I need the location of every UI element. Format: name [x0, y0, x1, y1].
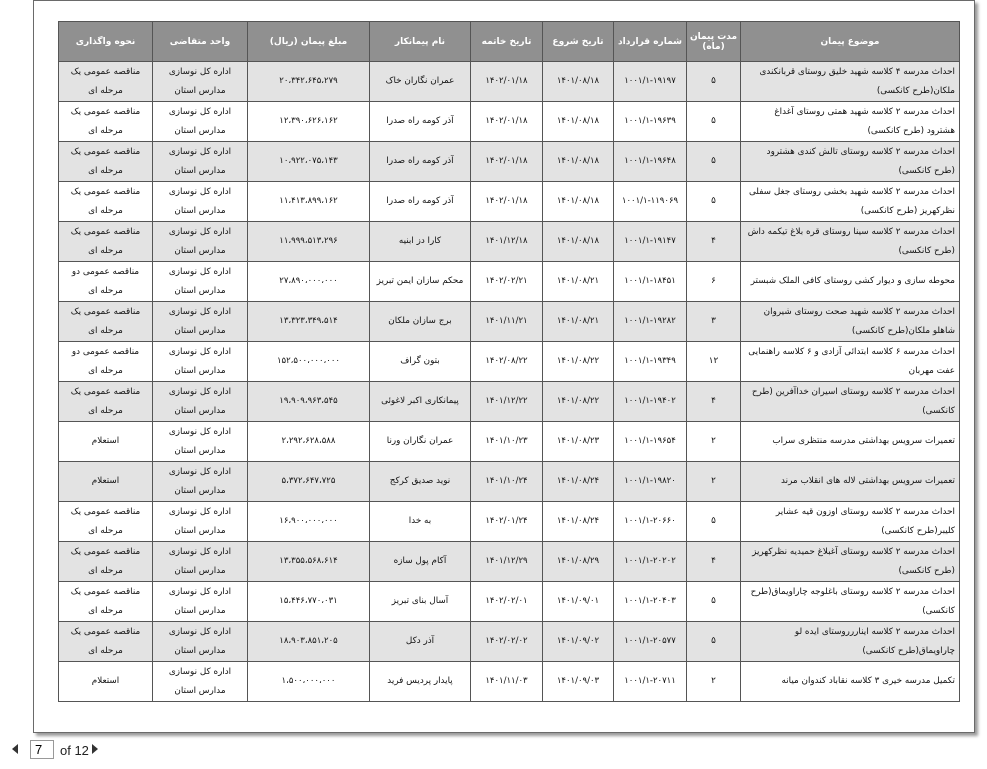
cell-unit: اداره کل نوسازی مدارس استان — [153, 182, 248, 222]
cell-method: مناقصه عمومی یک مرحله ای — [59, 382, 153, 422]
cell-contract-no: ۱۰۰۱/۱-۱۹۱۹۷ — [614, 62, 687, 102]
cell-unit: اداره کل نوسازی مدارس استان — [153, 462, 248, 502]
cell-contractor: پیمانکاری اکبر لاغوئی — [370, 382, 471, 422]
cell-end-date: ۱۴۰۱/۱۱/۲۱ — [471, 302, 543, 342]
table-row — [59, 382, 960, 422]
cell-unit: اداره کل نوسازی مدارس استان — [153, 342, 248, 382]
cell-method: مناقصه عمومی دو مرحله ای — [59, 342, 153, 382]
table-row — [59, 342, 960, 382]
cell-start-date: ۱۴۰۱/۰۸/۱۸ — [543, 142, 614, 182]
cell-unit: اداره کل نوسازی مدارس استان — [153, 422, 248, 462]
cell-amount: ۱۳،۳۵۵،۵۶۸،۶۱۴ — [248, 542, 370, 582]
cell-amount: ۱۱،۹۹۹،۵۱۳،۲۹۶ — [248, 222, 370, 262]
cell-method: مناقصه عمومی یک مرحله ای — [59, 622, 153, 662]
table-row — [59, 222, 960, 262]
cell-contract-no: ۱۰۰۱/۱-۱۹۳۴۹ — [614, 342, 687, 382]
cell-subject: محوطه سازی و دیوار کشی روستای کافی الملک شبستر — [741, 262, 960, 302]
document-page — [33, 0, 975, 733]
cell-duration: ۱۲ — [687, 342, 741, 382]
cell-subject: احداث مدرسه ۲ کلاسه شهید همتی روستای آغداغ هشترود (طرح کانکسی) — [741, 102, 960, 142]
cell-duration: ۴ — [687, 382, 741, 422]
cell-end-date: ۱۴۰۲/۰۱/۱۸ — [471, 182, 543, 222]
cell-contractor: آذر کومه راه صدرا — [370, 142, 471, 182]
header-unit: واحد متقاضی — [153, 22, 248, 62]
header-end-date: تاریخ خاتمه — [471, 22, 543, 62]
cell-contract-no: ۱۰۰۱/۱-۱۹۶۵۴ — [614, 422, 687, 462]
previous-page-icon[interactable] — [12, 744, 18, 754]
cell-unit: اداره کل نوسازی مدارس استان — [153, 62, 248, 102]
cell-contractor: عمران نگاران ورنا — [370, 422, 471, 462]
cell-contract-no: ۱۰۰۱/۱-۲۰۲۰۲ — [614, 542, 687, 582]
cell-subject: احداث مدرسه ۶ کلاسه ابتدائی آزادی و ۶ کلاسه راهنمایی عفت مهربان — [741, 342, 960, 382]
cell-end-date: ۱۴۰۲/۰۲/۰۱ — [471, 582, 543, 622]
table-row — [59, 622, 960, 662]
cell-contract-no: ۱۰۰۱/۱-۱۹۲۸۲ — [614, 302, 687, 342]
cell-start-date: ۱۴۰۱/۰۸/۲۱ — [543, 302, 614, 342]
cell-start-date: ۱۴۰۱/۰۸/۲۲ — [543, 342, 614, 382]
cell-unit: اداره کل نوسازی مدارس استان — [153, 302, 248, 342]
page-navigator — [0, 739, 200, 767]
cell-duration: ۳ — [687, 302, 741, 342]
header-start-date: تاریخ شروع — [543, 22, 614, 62]
cell-method: مناقصه عمومی یک مرحله ای — [59, 582, 153, 622]
cell-unit: اداره کل نوسازی مدارس استان — [153, 222, 248, 262]
cell-end-date: ۱۴۰۲/۰۸/۲۲ — [471, 342, 543, 382]
cell-method: مناقصه عمومی یک مرحله ای — [59, 302, 153, 342]
cell-contract-no: ۱۰۰۱/۱-۲۰۶۶۰ — [614, 502, 687, 542]
cell-end-date: ۱۴۰۲/۰۱/۱۸ — [471, 142, 543, 182]
cell-amount: ۱۳،۳۲۳،۳۴۹،۵۱۴ — [248, 302, 370, 342]
cell-contract-no: ۱۰۰۱/۱-۲۰۵۷۷ — [614, 622, 687, 662]
table-row — [59, 142, 960, 182]
cell-amount: ۱،۵۰۰،۰۰۰،۰۰۰ — [248, 662, 370, 702]
cell-method: مناقصه عمومی یک مرحله ای — [59, 62, 153, 102]
cell-subject: احداث مدرسه ۲ کلاسه شهید بخشی روستای جغل سفلی نظرکهریز (طرح کانکسی) — [741, 182, 960, 222]
cell-contractor: آذر دکل — [370, 622, 471, 662]
cell-subject: تعمیرات سرویس بهداشتی لاله های انقلاب مرند — [741, 462, 960, 502]
cell-method: مناقصه عمومی یک مرحله ای — [59, 542, 153, 582]
next-page-icon[interactable] — [92, 744, 98, 754]
cell-contractor: آسال بنای تبریز — [370, 582, 471, 622]
cell-duration: ۵ — [687, 622, 741, 662]
cell-amount: ۲۰،۳۴۲،۶۴۵،۲۷۹ — [248, 62, 370, 102]
page-number-input[interactable] — [30, 740, 54, 759]
cell-end-date: ۱۴۰۱/۱۲/۱۸ — [471, 222, 543, 262]
cell-contractor: آکام پول سازه — [370, 542, 471, 582]
cell-contractor: به خدا — [370, 502, 471, 542]
cell-method: مناقصه عمومی یک مرحله ای — [59, 502, 153, 542]
cell-subject: احداث مدرسه ۴ کلاسه شهید خلیق روستای قربانکندی ملکان(طرح کانکسی) — [741, 62, 960, 102]
cell-unit: اداره کل نوسازی مدارس استان — [153, 382, 248, 422]
cell-method: استعلام — [59, 662, 153, 702]
cell-duration: ۴ — [687, 222, 741, 262]
cell-start-date: ۱۴۰۱/۰۹/۰۱ — [543, 582, 614, 622]
cell-contractor: برج سازان ملکان — [370, 302, 471, 342]
cell-end-date: ۱۴۰۲/۰۱/۲۴ — [471, 502, 543, 542]
cell-method: استعلام — [59, 462, 153, 502]
cell-subject: احداث مدرسه ۲ کلاسه روستای آغبلاغ حمیدیه نظرکهریز (طرح کانکسی) — [741, 542, 960, 582]
cell-duration: ۲ — [687, 462, 741, 502]
cell-start-date: ۱۴۰۱/۰۸/۲۴ — [543, 462, 614, 502]
table-row — [59, 422, 960, 462]
table-row — [59, 302, 960, 342]
cell-start-date: ۱۴۰۱/۰۸/۲۹ — [543, 542, 614, 582]
cell-duration: ۴ — [687, 542, 741, 582]
table-row — [59, 582, 960, 622]
cell-start-date: ۱۴۰۱/۰۸/۲۳ — [543, 422, 614, 462]
header-amount: مبلغ پیمان (ریال) — [248, 22, 370, 62]
table-row — [59, 502, 960, 542]
cell-end-date: ۱۴۰۱/۱۲/۲۲ — [471, 382, 543, 422]
header-contract-no: شماره قرارداد — [614, 22, 687, 62]
cell-unit: اداره کل نوسازی مدارس استان — [153, 662, 248, 702]
cell-start-date: ۱۴۰۱/۰۸/۱۸ — [543, 182, 614, 222]
cell-method: استعلام — [59, 422, 153, 462]
cell-end-date: ۱۴۰۲/۰۱/۱۸ — [471, 62, 543, 102]
cell-start-date: ۱۴۰۱/۰۸/۱۸ — [543, 62, 614, 102]
cell-contract-no: ۱۰۰۱/۱-۱۹۴۰۲ — [614, 382, 687, 422]
table-header-row — [59, 22, 960, 62]
cell-end-date: ۱۴۰۲/۰۲/۲۱ — [471, 262, 543, 302]
cell-amount: ۲۷،۸۹۰،۰۰۰،۰۰۰ — [248, 262, 370, 302]
cell-start-date: ۱۴۰۱/۰۸/۱۸ — [543, 222, 614, 262]
cell-contract-no: ۱۰۰۱/۱-۱۸۴۵۱ — [614, 262, 687, 302]
cell-start-date: ۱۴۰۱/۰۹/۰۳ — [543, 662, 614, 702]
table-row — [59, 462, 960, 502]
cell-end-date: ۱۴۰۱/۱۰/۲۴ — [471, 462, 543, 502]
cell-method: مناقصه عمومی یک مرحله ای — [59, 102, 153, 142]
cell-contract-no: ۱۰۰۱/۱-۱۹۸۲۰ — [614, 462, 687, 502]
cell-duration: ۲ — [687, 422, 741, 462]
cell-contractor: بتون گراف — [370, 342, 471, 382]
cell-contractor: نوید صدیق کرکج — [370, 462, 471, 502]
cell-duration: ۲ — [687, 662, 741, 702]
cell-contract-no: ۱۰۰۱/۱-۱۹۶۴۸ — [614, 142, 687, 182]
cell-subject: تکمیل مدرسه خیری ۳ کلاسه نقاباد کندوان میانه — [741, 662, 960, 702]
cell-end-date: ۱۴۰۱/۱۱/۰۳ — [471, 662, 543, 702]
cell-unit: اداره کل نوسازی مدارس استان — [153, 582, 248, 622]
cell-contract-no: ۱۰۰۱/۱-۱۹۶۳۹ — [614, 102, 687, 142]
cell-amount: ۱۱،۴۱۳،۸۹۹،۱۶۲ — [248, 182, 370, 222]
cell-subject: احداث مدرسه ۲ کلاسه روستای تالش کندی هشترود (طرح کانکسی) — [741, 142, 960, 182]
cell-unit: اداره کل نوسازی مدارس استان — [153, 142, 248, 182]
cell-end-date: ۱۴۰۲/۰۱/۱۸ — [471, 102, 543, 142]
table-row — [59, 62, 960, 102]
cell-unit: اداره کل نوسازی مدارس استان — [153, 542, 248, 582]
cell-end-date: ۱۴۰۱/۱۰/۲۳ — [471, 422, 543, 462]
cell-amount: ۱۲،۳۹۰،۶۲۶،۱۶۲ — [248, 102, 370, 142]
cell-start-date: ۱۴۰۱/۰۸/۲۴ — [543, 502, 614, 542]
table-row — [59, 102, 960, 142]
cell-amount: ۵،۳۷۲،۶۴۷،۷۲۵ — [248, 462, 370, 502]
cell-unit: اداره کل نوسازی مدارس استان — [153, 502, 248, 542]
cell-duration: ۵ — [687, 582, 741, 622]
table-row — [59, 262, 960, 302]
cell-duration: ۵ — [687, 182, 741, 222]
cell-amount: ۱۹،۹۰۹،۹۶۳،۵۴۵ — [248, 382, 370, 422]
header-subject: موضوع پیمان — [741, 22, 960, 62]
cell-duration: ۵ — [687, 62, 741, 102]
cell-amount: ۱۰،۹۲۲،۰۷۵،۱۴۳ — [248, 142, 370, 182]
cell-contractor: آذر کومه راه صدرا — [370, 102, 471, 142]
cell-subject: احداث مدرسه ۲ کلاسه روستای باغلوجه چاراویماق(طرح کانکسی) — [741, 582, 960, 622]
cell-start-date: ۱۴۰۱/۰۸/۱۸ — [543, 102, 614, 142]
cell-subject: احداث مدرسه ۲ کلاسه روستای اوزون قیه عشایر کلیبر(طرح کانکسی) — [741, 502, 960, 542]
cell-contract-no: ۱۰۰۱/۱-۲۰۷۱۱ — [614, 662, 687, 702]
cell-unit: اداره کل نوسازی مدارس استان — [153, 262, 248, 302]
table-row — [59, 542, 960, 582]
cell-subject: احداث مدرسه ۲ کلاسه سینا روستای قره بلاغ تیکمه داش (طرح کانکسی) — [741, 222, 960, 262]
cell-subject: تعمیرات سرویس بهداشتی مدرسه منتظری سراب — [741, 422, 960, 462]
cell-duration: ۵ — [687, 502, 741, 542]
cell-contract-no: ۱۰۰۱/۱-۱۱۹۰۶۹ — [614, 182, 687, 222]
cell-method: مناقصه عمومی یک مرحله ای — [59, 182, 153, 222]
cell-unit: اداره کل نوسازی مدارس استان — [153, 622, 248, 662]
cell-subject: احداث مدرسه ۲ کلاسه روستای اسیران خداآفرین (طرح کانکسی) — [741, 382, 960, 422]
cell-method: مناقصه عمومی دو مرحله ای — [59, 262, 153, 302]
cell-subject: احداث مدرسه ۲ کلاسه ایناررروستای ایده لو چاراویماق(طرح کانکسی) — [741, 622, 960, 662]
cell-duration: ۵ — [687, 102, 741, 142]
cell-contractor: آذر کومه راه صدرا — [370, 182, 471, 222]
cell-start-date: ۱۴۰۱/۰۸/۲۱ — [543, 262, 614, 302]
cell-amount: ۱۶،۹۰۰،۰۰۰،۰۰۰ — [248, 502, 370, 542]
cell-contract-no: ۱۰۰۱/۱-۱۹۱۴۷ — [614, 222, 687, 262]
cell-contract-no: ۱۰۰۱/۱-۲۰۴۰۳ — [614, 582, 687, 622]
header-contractor: نام پیمانکار — [370, 22, 471, 62]
cell-duration: ۵ — [687, 142, 741, 182]
cell-start-date: ۱۴۰۱/۰۸/۲۲ — [543, 382, 614, 422]
contracts-table — [58, 21, 960, 702]
cell-amount: ۱۵،۴۴۶،۷۷۰،۰۳۱ — [248, 582, 370, 622]
cell-end-date: ۱۴۰۲/۰۲/۰۲ — [471, 622, 543, 662]
table-row — [59, 662, 960, 702]
cell-start-date: ۱۴۰۱/۰۹/۰۲ — [543, 622, 614, 662]
cell-contractor: محکم سازان ایمن تبریز — [370, 262, 471, 302]
cell-method: مناقصه عمومی یک مرحله ای — [59, 142, 153, 182]
cell-subject: احداث مدرسه ۲ کلاسه شهید صحت روستای شیروان شاهلو ملکان(طرح کانکسی) — [741, 302, 960, 342]
cell-contractor: کارا دز ابنیه — [370, 222, 471, 262]
cell-duration: ۶ — [687, 262, 741, 302]
cell-amount: ۱۵۲،۵۰۰،۰۰۰،۰۰۰ — [248, 342, 370, 382]
cell-amount: ۲،۲۹۲،۶۲۸،۵۸۸ — [248, 422, 370, 462]
cell-contractor: پایدار پردیس فرید — [370, 662, 471, 702]
header-method: نحوه واگذاری — [59, 22, 153, 62]
cell-end-date: ۱۴۰۱/۱۲/۲۹ — [471, 542, 543, 582]
cell-method: مناقصه عمومی یک مرحله ای — [59, 222, 153, 262]
table-body — [59, 62, 960, 702]
table-row — [59, 182, 960, 222]
cell-amount: ۱۸،۹۰۳،۸۵۱،۲۰۵ — [248, 622, 370, 662]
cell-contractor: عمران نگاران خاک — [370, 62, 471, 102]
cell-unit: اداره کل نوسازی مدارس استان — [153, 102, 248, 142]
header-duration: مدت پیمان (ماه) — [687, 22, 741, 62]
page-count-label: of 12 — [60, 743, 89, 758]
